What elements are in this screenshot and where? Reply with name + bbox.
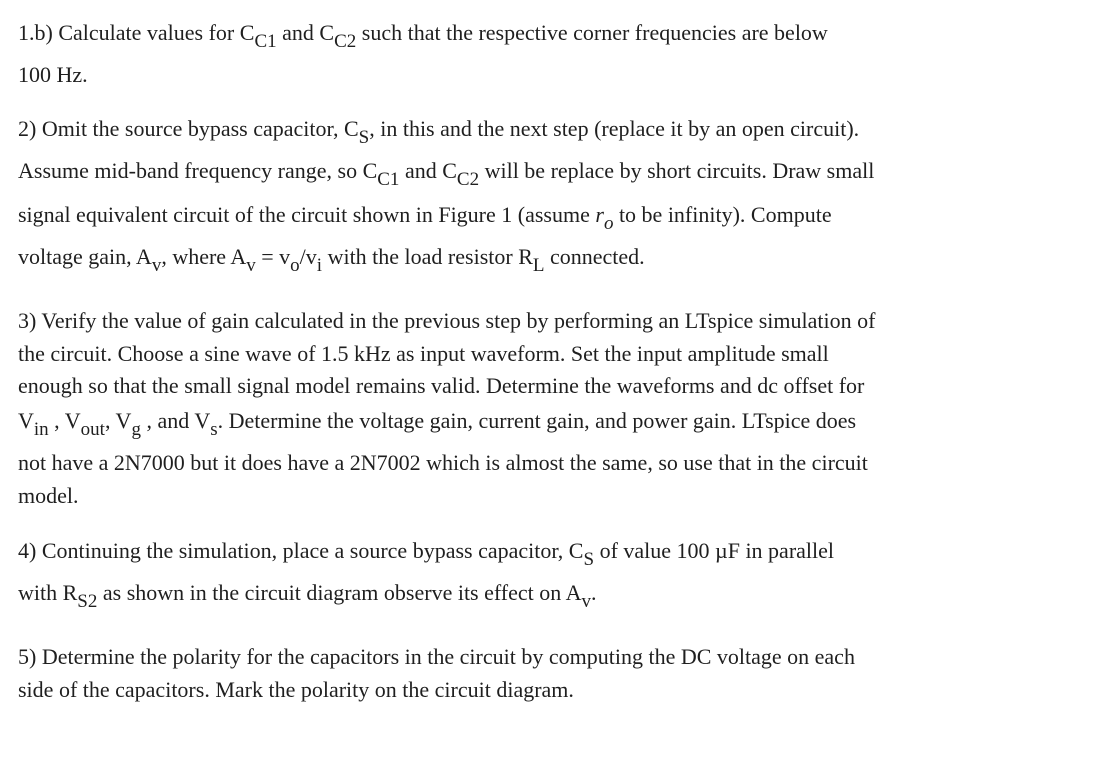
text: and C [399,158,457,183]
p2-line3 [18,200,832,234]
subscript: C1 [377,169,400,190]
p4-line1 [18,536,835,570]
subscript: g [131,419,141,440]
subscript: o [290,255,300,276]
subscript: v [151,255,162,276]
text: . Determine the voltage gain, current gain, and power gain. LTspice does [217,408,857,433]
p3-line5: not have a 2N7000 but it does have a 2N7002 which is almost the same, so use that in the circuit [18,450,868,475]
text: , in this and the next step (replace it by an open circuit). [369,116,860,141]
subscript: C2 [456,169,480,190]
p1-line1 [18,18,828,52]
p2-line1 [18,114,860,148]
text: . [590,580,597,605]
subscript: o [603,213,614,234]
text: signal equivalent circuit of the circuit shown in Figure 1 (assume [18,202,596,227]
text: , and V [140,408,211,433]
text: to be infinity). Compute [613,202,832,227]
p3-line1: 3) Verify the value of gain calculated in the previous step by performing an LTspice simulation of [18,308,876,333]
subscript: S [583,549,595,570]
p5-line1: 5) Determine the polarity for the capacitors in the circuit by computing the DC voltage on each [18,644,855,669]
text: 1.b) Calculate values for C [18,20,255,45]
subscript: in [33,419,49,440]
p3-line6: model. [18,483,79,508]
text: 4) Continuing the simulation, place a source bypass capacitor, C [18,538,584,563]
text: , where A [161,244,247,269]
subscript: S [358,127,370,148]
text: voltage gain, A [18,244,152,269]
text: such that the respective corner frequencies are below [356,20,828,45]
subscript: v [246,255,256,276]
text: of value 100 µF in parallel [594,538,835,563]
p2-line2 [18,156,875,190]
text: /v [299,244,317,269]
text: V [18,408,34,433]
p3-line3: enough so that the small signal model remains valid. Determine the waveforms and dc offset for [18,373,865,398]
text: will be replace by short circuits. Draw small [479,158,875,183]
text: 2) Omit the source bypass capacitor, C [18,116,359,141]
subscript: S2 [77,591,98,612]
italic-symbol: r [595,202,604,227]
text: with the load resistor R [322,244,533,269]
text: as shown in the circuit diagram observe its effect on A [97,580,582,605]
p5-line2: side of the capacitors. Mark the polarity on the circuit diagram. [18,677,574,702]
subscript: C1 [254,31,277,52]
text: and C [276,20,335,45]
text: Assume mid-band frequency range, so C [18,158,378,183]
p4-line2 [18,578,597,612]
subscript: i [316,255,323,276]
subscript: L [532,255,545,276]
text: connected. [544,244,645,269]
subscript: C2 [334,31,357,52]
subscript: out [80,419,105,440]
subscript: s [210,419,218,440]
text: with R [18,580,78,605]
text: , V [104,408,132,433]
p2-line4 [18,242,645,276]
p1-line2: 100 Hz. [18,62,88,87]
subscript: v [581,591,591,612]
text: , V [48,408,81,433]
p3-line4 [18,406,857,440]
text: = v [255,244,291,269]
p3-line2: the circuit. Choose a sine wave of 1.5 kHz as input waveform. Set the input amplitude small [18,341,829,366]
